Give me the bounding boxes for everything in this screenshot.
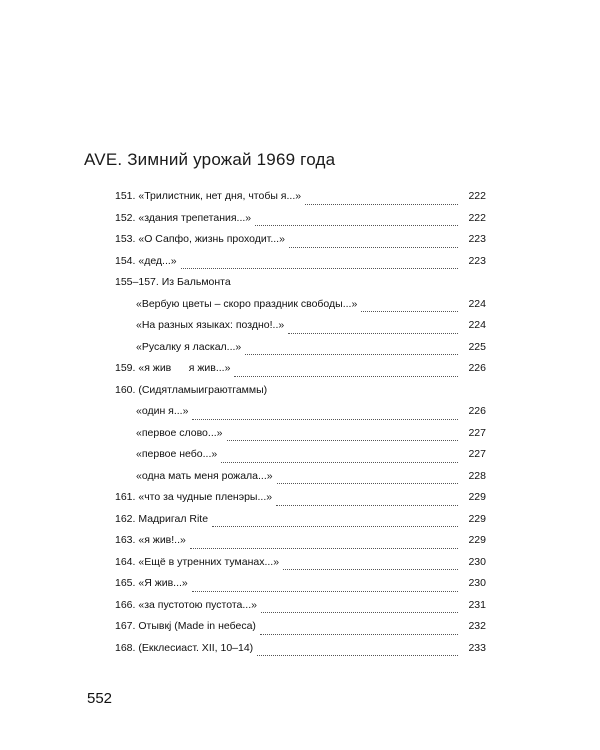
toc-subentry — [115, 337, 486, 359]
table-of-contents — [115, 186, 486, 659]
dot-leader — [305, 203, 458, 205]
dot-leader — [361, 310, 458, 312]
dot-leader — [288, 332, 458, 334]
dot-leader — [260, 633, 458, 635]
toc-entry-title: 151. «Трилистник, нет дня, чтобы я...» — [115, 190, 302, 202]
toc-entry-title: «Вербую цветы – скоро праздник свободы...» — [136, 297, 358, 310]
toc-subentry — [115, 315, 486, 337]
toc-subentry — [115, 444, 486, 466]
dot-leader — [276, 504, 458, 506]
toc-entry-title: «На разных языках: поздно!..» — [136, 319, 285, 331]
toc-entry — [115, 186, 486, 208]
toc-entry-page: 225 — [468, 340, 486, 353]
toc-entry — [115, 573, 486, 595]
toc-entry — [115, 530, 486, 552]
dot-leader — [181, 267, 458, 269]
toc-subentry — [115, 423, 486, 445]
toc-entry-page: 229 — [468, 512, 486, 525]
toc-entry-title: 154. «дед...» — [115, 254, 177, 267]
toc-entry — [115, 358, 486, 380]
toc-entry-title: 162. Мадригал Rite — [115, 512, 209, 525]
toc-entry-title: 166. «за пустотою пустота...» — [115, 598, 257, 611]
toc-entry-page: 232 — [468, 620, 486, 632]
toc-entry-page: 226 — [468, 362, 486, 374]
toc-entry-page: 227 — [468, 448, 486, 460]
dot-leader — [283, 568, 458, 570]
toc-entry-page: 231 — [468, 598, 486, 611]
toc-entry — [115, 638, 486, 660]
toc-entry — [115, 552, 486, 574]
dot-leader — [190, 547, 458, 549]
toc-entry-page: 233 — [468, 641, 486, 654]
dot-leader — [227, 439, 459, 441]
dot-leader — [234, 375, 458, 377]
toc-entry-page: 228 — [468, 469, 486, 482]
dot-leader — [289, 246, 458, 248]
toc-entry-page: 222 — [468, 211, 486, 224]
dot-leader — [212, 525, 458, 527]
toc-entry-title: 163. «я жив!..» — [115, 534, 186, 546]
toc-entry-page: 222 — [468, 190, 486, 202]
toc-subentry — [115, 466, 486, 488]
toc-subentry — [115, 294, 486, 316]
toc-entry-title: «Русалку я ласкал...» — [136, 340, 242, 353]
toc-entry-title: 153. «О Сапфо, жизнь проходит...» — [115, 233, 285, 245]
toc-entry-title: «первое слово...» — [136, 426, 223, 439]
toc-entry-page: 230 — [468, 555, 486, 568]
dot-leader — [245, 353, 458, 355]
toc-subentry — [115, 401, 486, 423]
toc-entry — [115, 487, 486, 509]
section-title: AVE. Зимний урожай 1969 года — [84, 150, 336, 169]
toc-entry — [115, 595, 486, 617]
toc-entry-title: 152. «здания трепетания...» — [115, 211, 252, 224]
toc-entry — [115, 229, 486, 251]
toc-entry-page: 226 — [468, 405, 486, 417]
toc-entry-title: 167. Отывкj (Made in небеса) — [115, 620, 256, 632]
toc-entry-title: «один я...» — [136, 405, 189, 417]
toc-entry-title: 165. «Я жив...» — [115, 577, 188, 589]
toc-entry-page: 227 — [468, 426, 486, 439]
toc-entry-page: 224 — [468, 297, 486, 310]
toc-entry-page: 229 — [468, 534, 486, 546]
toc-entry-page: 224 — [468, 319, 486, 331]
toc-entry — [115, 251, 486, 273]
toc-entry — [115, 380, 486, 402]
toc-entry — [115, 272, 486, 294]
toc-entry-page: 223 — [468, 254, 486, 267]
toc-entry — [115, 509, 486, 531]
toc-entry-title: 168. (Екклесиаст. XII, 10–14) — [115, 641, 254, 654]
dot-leader — [221, 461, 458, 463]
toc-entry-page: 223 — [468, 233, 486, 245]
page-number: 552 — [87, 690, 113, 707]
toc-entry-title: 161. «что за чудные пленэры...» — [115, 491, 273, 503]
toc-entry-page: 229 — [468, 491, 486, 503]
toc-entry-title: 159. «я жив я жив...» — [115, 362, 231, 374]
dot-leader — [192, 418, 458, 420]
toc-entry-title: 160. (Сидятламыиграютгаммы) — [115, 383, 268, 396]
toc-entry-page: 230 — [468, 577, 486, 589]
toc-entry-title: 155–157. Из Бальмонта — [115, 276, 231, 288]
dot-leader — [255, 224, 458, 226]
toc-entry — [115, 208, 486, 230]
toc-entry — [115, 616, 486, 638]
dot-leader — [261, 611, 458, 613]
dot-leader — [277, 482, 458, 484]
toc-entry-title: «первое небо...» — [136, 448, 218, 460]
toc-entry-title: 164. «Ещё в утренних туманах...» — [115, 555, 280, 568]
toc-entry-title: «одна мать меня рожала...» — [136, 469, 273, 482]
dot-leader — [192, 590, 458, 592]
dot-leader — [257, 654, 458, 656]
